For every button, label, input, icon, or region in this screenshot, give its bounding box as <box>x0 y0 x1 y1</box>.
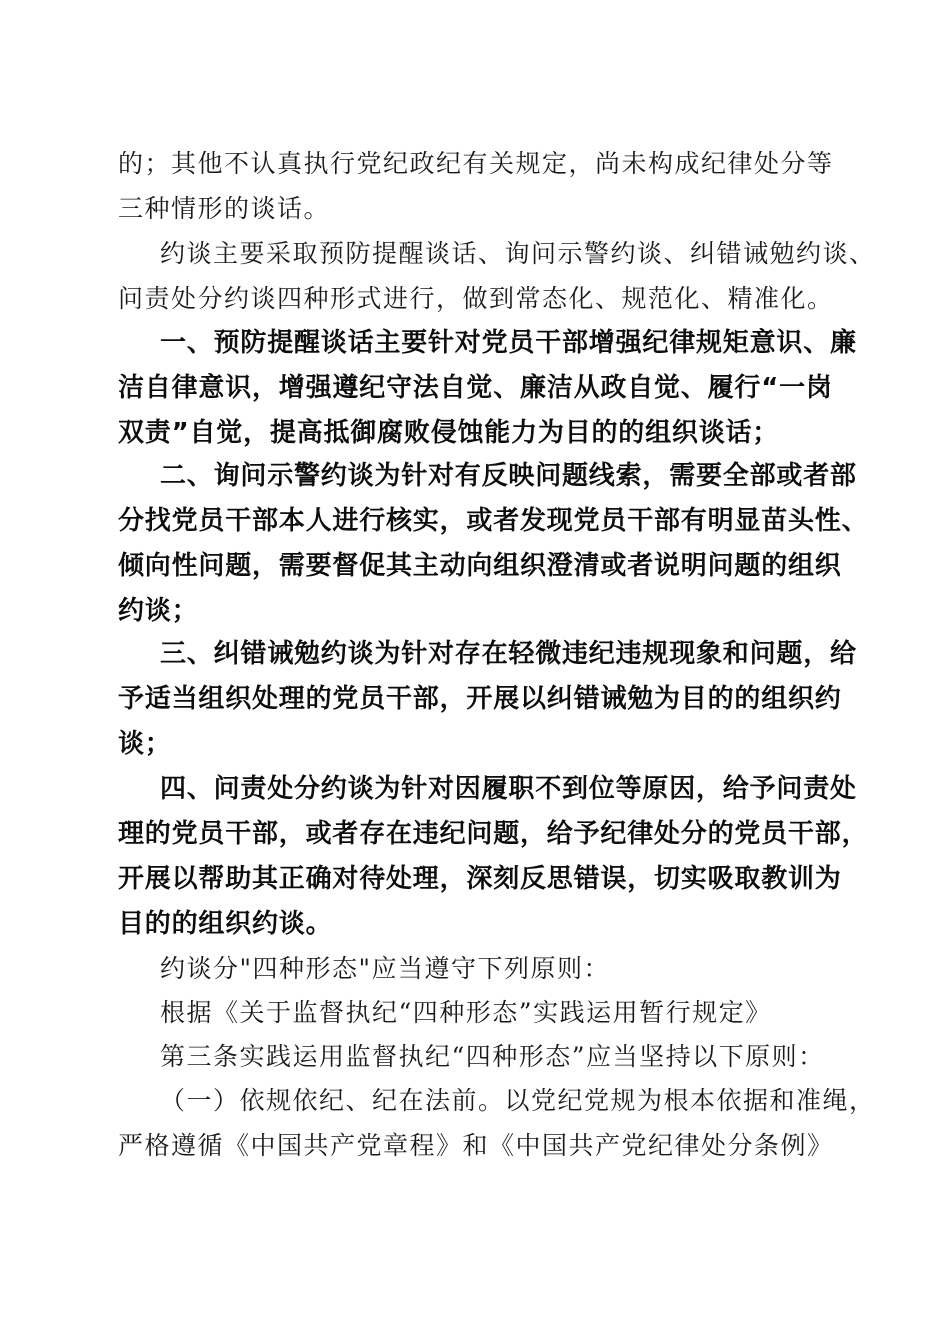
text-line: 倾向性问题，需要督促其主动向组织澄清或者说明问题的组织 <box>118 551 842 581</box>
text-line: 开展以帮助其正确对待处理，深刻反思错误，切实吸取教训为 <box>118 864 842 894</box>
text-line: 予适当组织处理的党员干部，开展以纠错诫勉为目的的组织约 <box>118 684 842 714</box>
text-line: 约谈； <box>118 596 199 626</box>
paragraph-item-one <box>118 321 857 456</box>
text-line: 三种情形的谈话。 <box>118 194 331 223</box>
text-line: 理的党员干部，或者存在违纪问题，给予纪律处分的党员干部， <box>118 819 869 849</box>
text-line: 约谈主要采取预防提醒谈话、询问示警约谈、纠错诫勉约谈、 <box>160 239 876 268</box>
text-line: 谈； <box>118 729 172 759</box>
paragraph-principles-intro <box>118 946 830 991</box>
text-line: 严格遵循《中国共产党章程》和《中国共产党纪律处分条例》 <box>118 1131 834 1160</box>
paragraph-regulation-reference <box>118 990 830 1035</box>
text-line: 一、预防提醒谈话主要针对党员干部增强纪律规矩意识、廉 <box>160 328 857 358</box>
text-line: 三、纠错诫勉约谈为针对存在轻微违纪违规现象和问题，给 <box>160 639 857 669</box>
paragraph-continuation <box>118 141 834 231</box>
text-line: 分找党员干部本人进行核实，或者发现党员干部有明显苗头性、 <box>118 506 869 536</box>
text-line: 第三条实践运用监督执纪“四种形态”应当坚持以下原则： <box>160 1042 825 1071</box>
paragraph-item-four <box>118 767 869 947</box>
text-line: 四、问责处分约谈为针对因履职不到位等原因，给予问责处 <box>160 774 857 804</box>
text-line: 根据《关于监督执纪“四种形态”实践运用暂行规定》 <box>160 998 772 1027</box>
paragraph-item-two <box>118 454 869 634</box>
paragraph-principle-one <box>118 1078 876 1168</box>
text-line: 的；其他不认真执行党纪政纪有关规定，尚未构成纪律处分等 <box>118 149 834 178</box>
text-line: （一）依规依纪、纪在法前。以党纪党规为根本依据和准绳， <box>160 1086 876 1115</box>
text-line: 二、询问示警约谈为针对有反映问题线索，需要全部或者部 <box>160 461 857 491</box>
text-line: 问责处分约谈四种形式进行，做到常态化、规范化、精准化。 <box>118 284 834 313</box>
text-line: 约谈分"四种形态"应当遵守下列原则： <box>160 954 610 983</box>
text-line: 双责”自觉，提高抵御腐败侵蚀能力为目的的组织谈话； <box>118 418 780 448</box>
paragraph-item-three <box>118 632 857 767</box>
paragraph-article-three <box>118 1034 830 1079</box>
text-line: 目的的组织约谈。 <box>118 909 333 939</box>
text-line: 洁自律意识，增强遵纪守法自觉、廉洁从政自觉、履行“一岗 <box>118 373 833 403</box>
paragraph-interview-forms <box>118 231 876 321</box>
